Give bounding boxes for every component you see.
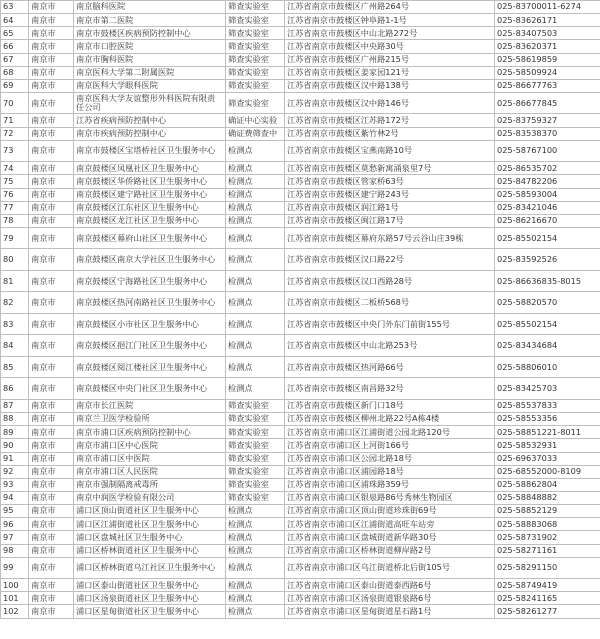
table-row (1, 313, 600, 335)
address-cell: 江苏省南京市鼓楼区钟阜路1-1号 (285, 14, 495, 27)
site-type-cell: 检测点 (226, 214, 285, 227)
site-type-cell: 检测点 (226, 579, 285, 592)
address-cell: 江苏省南京市浦口区银泉路86号秀林生物园区 (285, 491, 495, 504)
table-row (1, 14, 600, 27)
address-cell: 江苏省南京市浦口区泰山街道泰西路6号 (285, 579, 495, 592)
organization-cell: 南京市浦口区中医院 (74, 452, 226, 465)
phone-cell: 025-58862804 (495, 478, 600, 491)
table-row (1, 214, 600, 227)
city-cell: 南京市 (29, 92, 74, 114)
table-row (1, 579, 600, 592)
address-cell: 江苏省南京市浦口区盘城街道新华路30号 (285, 531, 495, 544)
site-type-cell: 检测点 (226, 592, 285, 605)
table-row (1, 592, 600, 605)
row-number: 86 (1, 378, 29, 400)
city-cell: 南京市 (29, 378, 74, 400)
address-cell: 江苏省南京市鼓楼区中山北路253号 (285, 335, 495, 357)
table-row (1, 162, 600, 175)
city-cell: 南京市 (29, 313, 74, 335)
organization-cell: 南京市浦口区中心医院 (74, 439, 226, 452)
row-number: 93 (1, 478, 29, 491)
organization-cell: 浦口区汤泉街道社区卫生服务中心 (74, 592, 226, 605)
row-number: 98 (1, 544, 29, 557)
organization-cell: 南京市鼓楼区疾病预防控制中心 (74, 27, 226, 40)
phone-cell: 025-58619859 (495, 53, 600, 66)
phone-cell: 025-58271161 (495, 544, 600, 557)
city-cell: 南京市 (29, 557, 74, 579)
organization-cell: 南京鼓楼区热河南路社区卫生服务中心 (74, 292, 226, 314)
organization-cell: 南京鼓楼区凤凰社区卫生服务中心 (74, 162, 226, 175)
table-row (1, 426, 600, 439)
site-type-cell: 检测点 (226, 140, 285, 162)
row-number: 83 (1, 313, 29, 335)
phone-cell: 025-83538370 (495, 127, 600, 140)
row-number: 97 (1, 531, 29, 544)
table-row (1, 505, 600, 518)
table-row (1, 92, 600, 114)
address-cell: 江苏省南京市浦口区江浦街道高旺车站旁 (285, 518, 495, 531)
address-cell: 江苏省南京市鼓楼区柳州北路22号A栋4楼 (285, 413, 495, 426)
city-cell: 南京市 (29, 114, 74, 127)
row-number: 94 (1, 491, 29, 504)
row-number: 87 (1, 399, 29, 412)
site-type-cell: 检测点 (226, 356, 285, 378)
phone-cell: 025-85502154 (495, 313, 600, 335)
site-type-cell: 筛查实验室 (226, 426, 285, 439)
address-cell: 江苏省南京市浦口区乌江街道桥北后街105号 (285, 557, 495, 579)
phone-cell: 025-68552000-8109 (495, 465, 600, 478)
organization-cell: 南京鼓楼区龙江社区卫生服务中心 (74, 214, 226, 227)
table-row (1, 175, 600, 188)
city-cell: 南京市 (29, 399, 74, 412)
organization-cell: 南京鼓楼区挹江门社区卫生服务中心 (74, 335, 226, 357)
table-row (1, 465, 600, 478)
organization-cell: 浦口区桥林街道社区卫生服务中心 (74, 544, 226, 557)
site-type-cell: 筛查实验室 (226, 399, 285, 412)
row-number: 68 (1, 66, 29, 79)
phone-cell: 025-86636835-8015 (495, 270, 600, 292)
city-cell: 南京市 (29, 175, 74, 188)
site-type-cell: 检测点 (226, 313, 285, 335)
site-type-cell: 检测点 (226, 378, 285, 400)
phone-cell: 025-58241165 (495, 592, 600, 605)
row-number: 76 (1, 188, 29, 201)
row-number: 91 (1, 452, 29, 465)
table-row (1, 439, 600, 452)
table-row (1, 557, 600, 579)
phone-cell: 025-58553356 (495, 413, 600, 426)
table-row (1, 27, 600, 40)
city-cell: 南京市 (29, 162, 74, 175)
row-number: 82 (1, 292, 29, 314)
organization-cell: 浦口区星甸街道社区卫生服务中心 (74, 605, 226, 618)
site-type-cell: 筛查实验室 (226, 1, 285, 14)
site-type-cell: 检测点 (226, 292, 285, 314)
table-row (1, 40, 600, 53)
phone-cell: 025-69637033 (495, 452, 600, 465)
table-row (1, 249, 600, 271)
city-cell: 南京市 (29, 413, 74, 426)
site-type-cell: 筛查实验室 (226, 27, 285, 40)
row-number: 66 (1, 40, 29, 53)
table-row (1, 452, 600, 465)
site-type-cell: 筛查实验室 (226, 478, 285, 491)
phone-cell: 025-86677845 (495, 92, 600, 114)
organization-cell: 南京鼓楼区华侨路社区卫生服务中心 (74, 175, 226, 188)
city-cell: 南京市 (29, 505, 74, 518)
address-cell: 江苏省南京市鼓楼区汉口西路28号 (285, 270, 495, 292)
city-cell: 南京市 (29, 14, 74, 27)
address-cell: 江苏省南京市鼓楼区汉中路146号 (285, 92, 495, 114)
table-row (1, 378, 600, 400)
organization-cell: 南京市鼓楼区宝塔桥社区卫生服务中心 (74, 140, 226, 162)
table-row (1, 1, 600, 14)
organization-cell: 南京医科大学眼科医院 (74, 79, 226, 92)
table-row (1, 127, 600, 140)
site-type-cell: 筛查实验室 (226, 465, 285, 478)
table-row (1, 518, 600, 531)
address-cell: 江苏省南京市鼓楼区广州路264号 (285, 1, 495, 14)
site-type-cell: 检测点 (226, 505, 285, 518)
phone-cell: 025-58532931 (495, 439, 600, 452)
row-number: 99 (1, 557, 29, 579)
site-type-cell: 筛查实验室 (226, 439, 285, 452)
row-number: 69 (1, 79, 29, 92)
phone-cell: 025-83407503 (495, 27, 600, 40)
address-cell: 江苏省南京市鼓楼区紫竹林2号 (285, 127, 495, 140)
row-number: 70 (1, 92, 29, 114)
city-cell: 南京市 (29, 201, 74, 214)
site-type-cell: 筛查实验室 (226, 79, 285, 92)
site-type-cell: 检测点 (226, 531, 285, 544)
city-cell: 南京市 (29, 426, 74, 439)
organization-cell: 浦口区桥林街道乌江社区卫生服务中心 (74, 557, 226, 579)
table-row (1, 188, 600, 201)
table-row (1, 356, 600, 378)
row-number: 80 (1, 249, 29, 271)
phone-cell: 025-86677763 (495, 79, 600, 92)
organization-cell: 南京鼓楼区建宁路社区卫生服务中心 (74, 188, 226, 201)
address-cell: 江苏省南京市鼓楼区宝燕南路10号 (285, 140, 495, 162)
address-cell: 江苏省南京市鼓楼区中央门外东门前街155号 (285, 313, 495, 335)
row-number: 67 (1, 53, 29, 66)
table-row (1, 605, 600, 618)
city-cell: 南京市 (29, 531, 74, 544)
phone-cell: 025-86535702 (495, 162, 600, 175)
table-row (1, 292, 600, 314)
phone-cell: 025-83592526 (495, 249, 600, 271)
phone-cell: 025-58851221-8011 (495, 426, 600, 439)
table-row (1, 399, 600, 412)
site-type-cell: 检测点 (226, 518, 285, 531)
site-type-cell: 筛查实验室 (226, 491, 285, 504)
phone-cell: 025-58731902 (495, 531, 600, 544)
phone-cell: 025-83759327 (495, 114, 600, 127)
organization-cell: 南京鼓楼区中央门社区卫生服务中心 (74, 378, 226, 400)
city-cell: 南京市 (29, 592, 74, 605)
city-cell: 南京市 (29, 452, 74, 465)
city-cell: 南京市 (29, 465, 74, 478)
site-type-cell: 筛查实验室 (226, 413, 285, 426)
address-cell: 江苏省南京市鼓楼区热河路66号 (285, 356, 495, 378)
site-type-cell: 检测点 (226, 201, 285, 214)
table-row (1, 270, 600, 292)
organization-cell: 南京市口腔医院 (74, 40, 226, 53)
organization-cell: 南京市浦口区疾病预防控制中心 (74, 426, 226, 439)
site-type-cell: 筛查实验室 (226, 40, 285, 53)
site-type-cell: 筛查实验室 (226, 92, 285, 114)
table-row (1, 227, 600, 249)
address-cell: 江苏省南京市鼓楼区姜家园121号 (285, 66, 495, 79)
address-cell: 江苏省南京市鼓楼区二板桥568号 (285, 292, 495, 314)
row-number: 75 (1, 175, 29, 188)
organization-cell: 南京鼓楼区南京大学社区卫生服务中心 (74, 249, 226, 271)
city-cell: 南京市 (29, 292, 74, 314)
city-cell: 南京市 (29, 491, 74, 504)
organization-cell: 南京市第二医院 (74, 14, 226, 27)
city-cell: 南京市 (29, 40, 74, 53)
table-row (1, 53, 600, 66)
row-number: 95 (1, 505, 29, 518)
site-type-cell: 筛查实验室 (226, 14, 285, 27)
row-number: 73 (1, 140, 29, 162)
row-number: 64 (1, 14, 29, 27)
address-cell: 江苏省南京市鼓楼区建宁路243号 (285, 188, 495, 201)
organization-cell: 南京鼓楼区小市社区卫生服务中心 (74, 313, 226, 335)
organization-cell: 浦口区盘城社区卫生服务中心 (74, 531, 226, 544)
organization-cell: 南京市疾病预防控制中心 (74, 127, 226, 140)
city-cell: 南京市 (29, 579, 74, 592)
city-cell: 南京市 (29, 439, 74, 452)
phone-cell: 025-58509924 (495, 66, 600, 79)
row-number: 72 (1, 127, 29, 140)
row-number: 71 (1, 114, 29, 127)
phone-cell: 025-83700011-6274 (495, 1, 600, 14)
city-cell: 南京市 (29, 214, 74, 227)
organization-cell: 南京鼓楼区宁海路社区卫生服务中心 (74, 270, 226, 292)
table-row (1, 140, 600, 162)
phone-cell: 025-83421046 (495, 201, 600, 214)
site-type-cell: 检测点 (226, 605, 285, 618)
row-number: 101 (1, 592, 29, 605)
organization-cell: 南京脑科医院 (74, 1, 226, 14)
organization-cell: 南京鼓楼区阅江楼社区卫生服务中心 (74, 356, 226, 378)
phone-cell: 025-83626171 (495, 14, 600, 27)
table-body (1, 1, 600, 619)
phone-cell: 025-83620371 (495, 40, 600, 53)
address-cell: 江苏省南京市鼓楼区幕府东路57号云谷山庄39栋 (285, 227, 495, 249)
site-type-cell: 筛查实验室 (226, 53, 285, 66)
city-cell: 南京市 (29, 1, 74, 14)
city-cell: 南京市 (29, 66, 74, 79)
address-cell: 江苏省南京市浦口区星甸街道星石路1号 (285, 605, 495, 618)
row-number: 81 (1, 270, 29, 292)
row-number: 96 (1, 518, 29, 531)
phone-cell: 025-58883068 (495, 518, 600, 531)
phone-cell: 025-58806010 (495, 356, 600, 378)
row-number: 88 (1, 413, 29, 426)
city-cell: 南京市 (29, 79, 74, 92)
site-type-cell: 检测点 (226, 175, 285, 188)
site-type-cell: 筛查实验室 (226, 452, 285, 465)
address-cell: 江苏省南京市鼓楼区新门口18号 (285, 399, 495, 412)
address-cell: 江苏省南京市浦口区上河街166号 (285, 439, 495, 452)
row-number: 79 (1, 227, 29, 249)
city-cell: 南京市 (29, 127, 74, 140)
phone-cell: 025-83425703 (495, 378, 600, 400)
organization-cell: 江苏省疾病预防控制中心 (74, 114, 226, 127)
site-type-cell: 筛查实验室 (226, 66, 285, 79)
phone-cell: 025-58749419 (495, 579, 600, 592)
address-cell: 江苏省南京市鼓楼区广州路215号 (285, 53, 495, 66)
address-cell: 江苏省南京市鼓楼区润江路1号 (285, 201, 495, 214)
address-cell: 江苏省南京市浦口区浦珠路359号 (285, 478, 495, 491)
city-cell: 南京市 (29, 544, 74, 557)
organization-cell: 南京市强制隔离戒毒所 (74, 478, 226, 491)
phone-cell: 025-58767100 (495, 140, 600, 162)
address-cell: 江苏省南京市浦口区浦园路18号 (285, 465, 495, 478)
city-cell: 南京市 (29, 27, 74, 40)
row-number: 65 (1, 27, 29, 40)
phone-cell: 025-84782206 (495, 175, 600, 188)
row-number: 90 (1, 439, 29, 452)
city-cell: 南京市 (29, 478, 74, 491)
site-type-cell: 检测点 (226, 270, 285, 292)
phone-cell: 025-86216670 (495, 214, 600, 227)
table-row (1, 79, 600, 92)
organization-cell: 南京市浦口区人民医院 (74, 465, 226, 478)
city-cell: 南京市 (29, 605, 74, 618)
address-cell: 江苏省南京市鼓楼区南昌路32号 (285, 378, 495, 400)
address-cell: 江苏省南京市浦口区公园北路18号 (285, 452, 495, 465)
address-cell: 江苏省南京市浦口区顶山街道珍珠街69号 (285, 505, 495, 518)
address-cell: 江苏省南京市鼓楼区中央路30号 (285, 40, 495, 53)
organization-cell: 南京医科大学第二附属医院 (74, 66, 226, 79)
address-cell: 江苏省南京市鼓楼区汉中路138号 (285, 79, 495, 92)
organization-cell: 南京鼓楼区江东社区卫生服务中心 (74, 201, 226, 214)
address-cell: 江苏省南京市鼓楼区管家桥63号 (285, 175, 495, 188)
site-type-cell: 检测点 (226, 557, 285, 579)
table-row (1, 114, 600, 127)
row-number: 100 (1, 579, 29, 592)
organization-cell: 浦口区江浦街道社区卫生服务中心 (74, 518, 226, 531)
city-cell: 南京市 (29, 335, 74, 357)
city-cell: 南京市 (29, 518, 74, 531)
phone-cell: 025-85502154 (495, 227, 600, 249)
row-number: 74 (1, 162, 29, 175)
table-row (1, 531, 600, 544)
row-number: 84 (1, 335, 29, 357)
row-number: 89 (1, 426, 29, 439)
phone-cell: 025-58261277 (495, 605, 600, 618)
row-number: 92 (1, 465, 29, 478)
phone-cell: 025-58593004 (495, 188, 600, 201)
phone-cell: 025-83434684 (495, 335, 600, 357)
site-type-cell: 检测点 (226, 544, 285, 557)
row-number: 78 (1, 214, 29, 227)
organization-cell: 南京医科大学友谊整形外科医院有限责任公司 (74, 92, 226, 114)
city-cell: 南京市 (29, 227, 74, 249)
row-number: 102 (1, 605, 29, 618)
city-cell: 南京市 (29, 249, 74, 271)
organization-cell: 南京鼓楼区幕府山社区卫生服务中心 (74, 227, 226, 249)
table-row (1, 478, 600, 491)
row-number: 63 (1, 1, 29, 14)
phone-cell: 025-58820570 (495, 292, 600, 314)
organization-cell: 南京市长江医院 (74, 399, 226, 412)
address-cell: 江苏省南京市鼓楼区汉口路22号 (285, 249, 495, 271)
row-number: 85 (1, 356, 29, 378)
phone-cell: 025-58852129 (495, 505, 600, 518)
city-cell: 南京市 (29, 140, 74, 162)
site-type-cell: 检测点 (226, 227, 285, 249)
table-row (1, 66, 600, 79)
phone-cell: 025-58848882 (495, 491, 600, 504)
phone-cell: 025-85537833 (495, 399, 600, 412)
address-cell: 江苏省南京市鼓楼区闽江路17号 (285, 214, 495, 227)
address-cell: 江苏省南京市浦口区桥林街道柳岸路2号 (285, 544, 495, 557)
site-type-cell: 确证中心实验 (226, 114, 285, 127)
site-type-cell: 检测点 (226, 249, 285, 271)
city-cell: 南京市 (29, 356, 74, 378)
table-row (1, 335, 600, 357)
address-cell: 江苏省南京市浦口区江浦街道公园北路120号 (285, 426, 495, 439)
site-type-cell: 检测点 (226, 162, 285, 175)
city-cell: 南京市 (29, 270, 74, 292)
organization-cell: 浦口区顶山街道社区卫生服务中心 (74, 505, 226, 518)
site-type-cell: 检测点 (226, 335, 285, 357)
address-cell: 江苏省南京市鼓楼区中山北路272号 (285, 27, 495, 40)
table-row (1, 544, 600, 557)
address-cell: 江苏省南京市浦口区汤泉街道银泉路6号 (285, 592, 495, 605)
organization-cell: 浦口区泰山街道社区卫生服务中心 (74, 579, 226, 592)
table-row (1, 201, 600, 214)
city-cell: 南京市 (29, 188, 74, 201)
row-number: 77 (1, 201, 29, 214)
site-type-cell: 确证费筛查中 (226, 127, 285, 140)
phone-cell: 025-58291150 (495, 557, 600, 579)
address-cell: 江苏省南京市鼓楼区莫愁新寓涌泉里7号 (285, 162, 495, 175)
table-row (1, 413, 600, 426)
organization-cell: 南京市胸科医院 (74, 53, 226, 66)
table-row (1, 491, 600, 504)
organization-cell: 南京兰卫医学检验所 (74, 413, 226, 426)
organization-cell: 南京中润医学检验有限公司 (74, 491, 226, 504)
site-type-cell: 检测点 (226, 188, 285, 201)
city-cell: 南京市 (29, 53, 74, 66)
address-cell: 江苏省南京市鼓楼区江苏路172号 (285, 114, 495, 127)
